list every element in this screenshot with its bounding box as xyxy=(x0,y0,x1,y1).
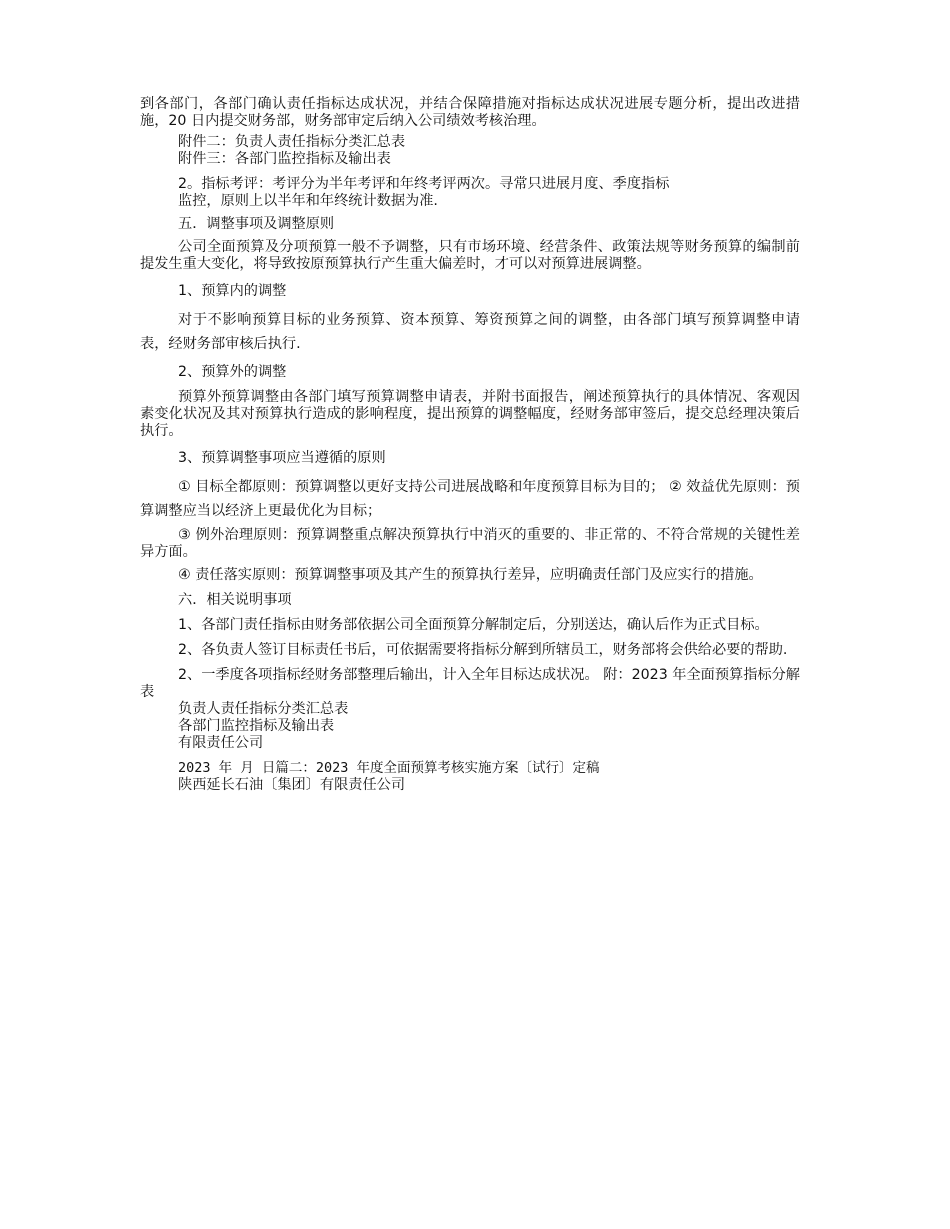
group-company-line: 陕西延长石油〔集团〕有限责任公司 xyxy=(178,777,406,793)
indicator-evaluation-line-2: 监控，原则上以半年和年终统计数据为准. xyxy=(178,193,438,209)
company-name-line: 有限责任公司 xyxy=(178,735,264,751)
principle-four: ④ 责任落实原则：预算调整事项及其产生的预算执行差异，应明确责任部门及应实行的措施。 xyxy=(178,567,763,583)
section-six-heading: 六．相关说明事项 xyxy=(178,592,292,608)
attachment-two-line: 附件二：负责人责任指标分类汇总表 xyxy=(178,134,406,150)
heading-adjustment-principles: 3、预算调整事项应当遵循的原则 xyxy=(178,450,386,466)
indicator-evaluation-line-1: 2。指标考评：考评分为半年考评和年终考评两次。寻常只进展月度、季度指标 xyxy=(178,176,670,192)
principle-three: ③ 例外治理原则：预算调整重点解决预算执行中消灭的重要的、非正常的、不符合常规的关键性差异方面。 xyxy=(140,527,800,560)
heading-out-budget-adjustment: 2、预算外的调整 xyxy=(178,364,287,380)
document-page xyxy=(140,96,800,794)
heading-in-budget-adjustment: 1、预算内的调整 xyxy=(178,283,287,299)
attachment-three-line: 附件三：各部门监控指标及输出表 xyxy=(178,151,391,167)
note-two: 2、各负责人签订目标责任书后，可依据需要将指标分解到所辖员工，财务部将会供给必要的帮助. xyxy=(178,642,788,658)
section-five-heading: 五．调整事项及调整原则 xyxy=(178,216,335,232)
paragraph-out-budget-adjustment: 预算外预算调整由各部门填写预算调整申请表，并附书面报告，阐述预算执行的具体情况、客观因素变化状况及其对预算执行造成的影响程度，提出预算的调整幅度，经财务部审签后，提交总经理决策后执行。 xyxy=(140,389,800,439)
appendix-item-monitor: 各部门监控指标及输出表 xyxy=(178,718,335,734)
paragraph-adjustment-policy: 公司全面预算及分项预算一般不予调整，只有市场环境、经营条件、政策法规等财务预算的编制前提发生重大变化，将导致按原预算执行产生重大偏差时，才可以对预算进展调整。 xyxy=(140,239,800,272)
note-one: 1、各部门责任指标由财务部依据公司全面预算分解制定后，分别送达，确认后作为正式目标。 xyxy=(178,617,769,633)
appendix-item-summary: 负责人责任指标分类汇总表 xyxy=(178,701,349,717)
paragraph-in-budget-adjustment: 对于不影响预算目标的业务预算、资本预算、筹资预算之间的调整，由各部门填写预算调整申请表，经财务部审核后执行. xyxy=(140,312,800,352)
principles-one-two: ① 目标全都原则：预算调整以更好支持公司进展战略和年度预算目标为目的； ② 效益优先原则：预算调整应当以经济上更最优化为目标； xyxy=(140,479,800,519)
note-three: 2、一季度各项指标经财务部整理后输出，计入全年目标达成状况。 附：2023 年全面预算指标分解表 xyxy=(140,667,800,700)
paragraph-intro: 到各部门，各部门确认责任指标达成状况，并结合保障措施对指标达成状况进展专题分析，提出改进措施，20 日内提交财务部，财务部审定后纳入公司绩效考核治理。 xyxy=(140,96,800,129)
date-and-next-article-title: 2023 年 月 日篇二：2023 年度全面预算考核实施方案〔试行〕定稿 xyxy=(178,760,600,776)
